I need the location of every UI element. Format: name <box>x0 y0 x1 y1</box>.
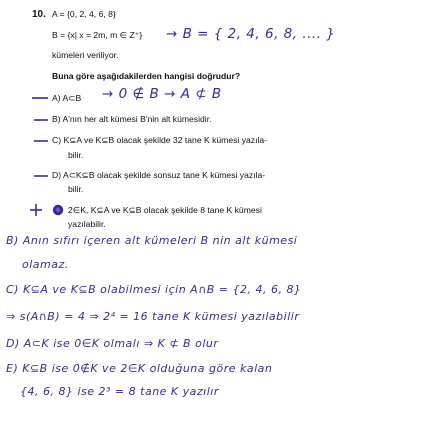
option-d-continuation: bilir. <box>68 184 84 194</box>
set-b-definition: B = {x| x = 2m, m ∈ Z⁺} <box>52 30 143 40</box>
option-e-text: 2∈K, K⊆A ve K⊆B olacak şekilde 8 tane K kümesi <box>68 205 262 215</box>
set-a-definition: A = {0, 2, 4, 6, 8} <box>52 9 116 19</box>
option-b-letter: B) <box>52 114 61 124</box>
set-b-handwritten-note: → B = { 2, 4, 6, 8, .... } <box>166 26 336 42</box>
option-c-text: K⊆A ve K⊆B olacak şekilde 32 tane K kümesi yazıla- <box>63 135 268 145</box>
option-a-letter: A) <box>52 93 61 103</box>
option-e-continuation: yazılabilir. <box>68 219 106 229</box>
handwritten-line-c-cont: ⇒ s(A∩B) = 4 ⇒ 2⁴ = 16 tane K kümesi yazılabilir <box>6 310 300 323</box>
option-d-text: A⊂K⊆B olacak şekilde sonsuz tane K kümesi yazıla- <box>63 170 266 180</box>
option-a <box>52 93 81 104</box>
handwritten-line-d: D) A⊂K ise 0∈K olmalı ⇒ K ⊄ B olur <box>6 337 219 350</box>
handwritten-line-b: B) Anın sıfırı içeren alt kümeleri B nin alt kümesi <box>6 234 298 247</box>
handwritten-line-b-cont: olamaz. <box>22 258 69 271</box>
option-c <box>52 135 267 146</box>
handwritten-line-e-cont: {4, 6, 8} ise 2³ = 8 tane K yazılır <box>20 385 219 398</box>
option-b-dash-mark <box>30 116 52 124</box>
question-prompt: Buna göre aşağıdakilerden hangisi doğrudur? <box>52 71 241 81</box>
option-d-dash-mark <box>30 172 52 180</box>
option-c-continuation: bilir. <box>68 150 84 160</box>
option-b <box>52 114 211 125</box>
option-a-dash-mark <box>30 94 52 102</box>
option-c-letter: C) <box>52 135 62 145</box>
option-c-dash-mark <box>30 137 52 145</box>
given-text: kümeleri veriliyor. <box>52 50 119 60</box>
handwritten-line-e: E) K⊆B ise 0∉K ve 2∈K olduğuna göre kalan <box>6 362 273 375</box>
option-b-text: A'nın her alt kümesi B'nin alt kümesidir. <box>62 114 212 124</box>
question-number: 10. <box>32 9 46 20</box>
handwritten-line-c: C) K⊆A ve K⊆B olabilmesi için A∩B = {2, 4, 6, 8} <box>6 283 302 296</box>
option-a-handwritten-note: → 0 ∉ B → A ⊄ B <box>102 86 222 102</box>
option-d <box>52 170 265 181</box>
option-a-text: A⊂B <box>62 93 82 103</box>
option-d-letter: D) <box>52 170 62 180</box>
option-e-correct-mark <box>28 203 68 217</box>
